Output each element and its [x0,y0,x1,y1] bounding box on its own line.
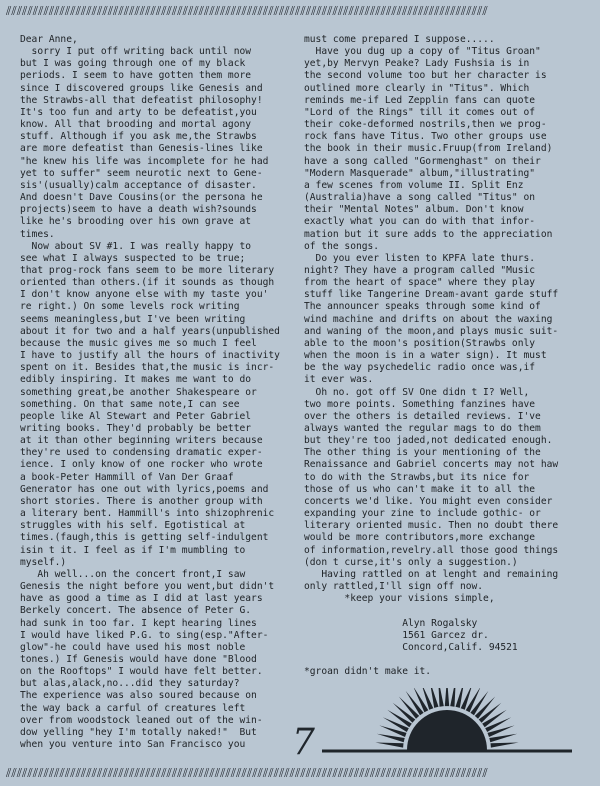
right-column-text-line: concerts we'd like. You might even consider [304,495,553,507]
right-column-text-line: when the moon is in a water sign). It must [304,350,547,362]
left-column-text-line: I have to justify all the hours of inactivity [20,350,280,362]
left-column-text-line: something. On that same note,I can see [20,398,240,410]
left-column-text-line: are more defeatist than Genesis-lines like [20,143,263,155]
right-column-text-line: have a song called "Gormenghast" on their [304,155,541,167]
left-column-text-line: Generator has one out with lyrics,poems and [20,483,269,495]
left-column-text-line: the way back a carful of creatures left [20,702,246,714]
left-column-text-line: when you venture into San Francisco you [20,739,246,751]
right-column-text-line: reminds me-if Led Zepplin fans can quote [304,94,536,106]
left-column-text-line: on the Rooftops" I would have felt better. [20,666,263,678]
sun-ray [450,688,456,707]
right-column-text-line: literary oriented music. Then no doubt there [304,520,559,532]
left-column-text-line: myself.) [20,556,67,568]
left-column-text-line: but alas,alack,no...did they saturday? [20,678,240,690]
sun-ray [489,734,517,743]
left-column-text-line: The experience was also soured because on [20,690,257,702]
right-column-text-line: night? They have a program called "Music [304,264,536,276]
right-column-text-line: "Lord of the Rings" till it comes out of [304,106,536,118]
left-column-text-line: times. [20,228,55,240]
right-column-text-line: Oh no. got off SV One didn t I? Well, [304,386,530,398]
left-column-text-line: people like Al Stewart and Peter Gabriel [20,410,252,422]
right-column-text-line: stuff like Tangerine Dream-avant garde stuff [304,289,559,301]
right-column-text-line: must come prepared I suppose..... [304,34,495,45]
left-column-text-line: see what I always suspected to be true; [20,252,246,264]
left-text-column [20,34,300,751]
right-column-text-line: the second volume too but her character is [304,70,547,82]
sun-ray [438,688,444,707]
right-column-text-line [304,654,584,666]
left-column-text-line: sorry I put off writing back until now [20,46,252,58]
left-column-text-line: seems meaningless,but I've been writing [20,313,246,325]
page-number: 7 [292,722,315,763]
left-column-text-line: have as good a time as I did at last years [20,593,263,605]
sun-ray [375,743,403,748]
sun-ray [383,717,409,732]
left-column-text-line: ience. I only know of one rocker who wrote [20,459,263,471]
right-column-text-line: (Australia)have a song called "Titus" on [304,192,536,204]
right-column-text-line: their "Mental Notes" album. Don't know [304,204,524,216]
left-column-text-line: tones.) If Genesis would have done "Blood [20,653,257,665]
right-column-text-line: wind machine and drifts on about the waxing [304,313,553,325]
right-column-text-line: a few scenes from volume II. Split Enz [304,179,524,191]
right-column-text-line: The announcer speaks through some kind of [304,301,541,313]
left-column-text-line: like he's brooding over his own grave at [20,216,252,228]
right-column-text-line: expanding your zine to include gothic- or [304,508,541,520]
left-column-text-line: but I was going through one of my black [20,58,246,70]
sun-ray [466,688,481,712]
right-column-text-line: rock fans have Titus. Two other groups use [304,131,547,143]
right-column-text-line: but they're too jaded,not dedicated enough. [304,435,553,447]
right-column-text-line: mation but it sure adds to the appreciation [304,228,553,240]
left-column-text-line: Now about SV #1. I was really happy to [20,240,252,252]
right-column-text-line: able to the moon's position(Strawbs only [304,337,536,349]
left-column-text-line: something great,be another Shakespeare or [20,386,257,398]
left-column-text-line: I don't know anyone else with my taste you' [20,289,269,301]
top-decorative-border [6,4,594,18]
right-column-text-line: only rattled,I'll sign off now. [304,581,484,593]
right-column-text-line [304,605,584,617]
right-column-text-line: to do with the Strawbs,but its nice for [304,471,530,483]
left-column-text-line: dow yelling "hey I'm totally naked!" But [20,726,257,738]
right-column-text-line: would be more contributors,more exchange [304,532,536,544]
left-column-text-line: Dear Anne, [20,34,78,45]
right-column-text-line: their coke-deformed nostrils,then we prog- [304,119,547,131]
left-column-text-line: short stories. There is another group with [20,495,263,507]
left-column-text-line: projects)seem to have a death wish?sounds [20,204,257,216]
left-column-text-line: sis'(usually)calm acceptance of disaster. [20,179,257,191]
left-column-text-line: a book-Peter Hammill of Van Der Graaf [20,471,234,483]
right-column-text-line: over the others is detailed reviews. I've [304,410,541,422]
left-column-text-line: periods. I seem to have gotten them more [20,70,252,82]
right-column-text-line: Having rattled on at lenght and remaining [304,568,559,580]
left-column-text-line: over from woodstock leaned out of the win- [20,714,263,726]
left-column-text-line: spent on it. Besides that,the music is incr- [20,362,275,374]
top-border-pattern: ⫽⫽⫽⫽⫽⫽⫽⫽⫽⫽⫽⫽⫽⫽⫽⫽⫽⫽⫽⫽⫽⫽⫽⫽⫽⫽⫽⫽⫽⫽⫽⫽⫽⫽⫽⫽⫽⫽⫽⫽⫽⫽⫽⫽⫽⫽⫽⫽⫽⫽⫽⫽⫽⫽⫽⫽⫽⫽⫽⫽⫽⫽⫽⫽⫽⫽⫽⫽⫽⫽⫽⫽⫽⫽⫽⫽⫽⫽⫽⫽⫽⫽⫽⫽⫽⫽⫽⫽⫽⫽ [6,4,488,18]
left-column-text-line: the Strawbs-all that defeatist philosophy! [20,94,263,106]
right-column-text-line: two more points. Something fanzines have [304,398,536,410]
right-column-text-line: be the way psychedelic radio once was,if [304,362,536,374]
right-column-text-line: and waning of the moon,and plays music suit- [304,325,559,337]
right-column-text-line: Do you ever listen to KPFA late thurs. [304,252,536,264]
right-column-text-line: it ever was. [304,374,374,386]
right-column-text-line: 1561 Garcez dr. [304,629,489,641]
left-column-text-line: about it for two and a half years(unpublished [20,325,280,337]
sun-ray [445,688,449,706]
left-column-text-line: since I discovered groups like Genesis and [20,82,263,94]
left-column-text-line: struggles with his self. Egotistical at [20,520,246,532]
bottom-border-pattern: ⫽⫽⫽⫽⫽⫽⫽⫽⫽⫽⫽⫽⫽⫽⫽⫽⫽⫽⫽⫽⫽⫽⫽⫽⫽⫽⫽⫽⫽⫽⫽⫽⫽⫽⫽⫽⫽⫽⫽⫽⫽⫽⫽⫽⫽⫽⫽⫽⫽⫽⫽⫽⫽⫽⫽⫽⫽⫽⫽⫽⫽⫽⫽⫽⫽⫽⫽⫽⫽⫽⫽⫽⫽⫽⫽⫽⫽⫽⫽⫽⫽⫽⫽⫽⫽⫽⫽⫽⫽⫽ [6,766,488,780]
right-column-text-line: those of us who can't make it to all the [304,483,536,495]
right-column-text-line: of information,revelry.all those good things [304,544,559,556]
right-column-text-line: *groan didn't make it. [304,666,432,678]
left-column-text-line: Berkely concert. The absence of Peter G. [20,605,252,617]
left-column-text-line: Genesis the night before you went,but didn't [20,581,275,593]
right-text-column [304,34,584,678]
right-column-text-line: Renaissance and Gabriel concerts may not haw [304,459,559,471]
left-column-text-line: at it than other beginning writers because [20,435,263,447]
right-column-text-line: *keep your visions simple, [304,593,495,605]
left-column-text-line: glow"-he could have used his most noble [20,641,246,653]
rising-sun-illustration [312,688,582,768]
right-column-text-line: exactly what you can do with that infor- [304,216,536,228]
left-column-text-line: oriented than others.(if it sounds as though [20,277,275,289]
left-column-text-line: It's too fun and arty to be defeatist,you [20,106,257,118]
left-column-text-line: they're used to condensing dramatic exper- [20,447,263,459]
left-column-text-line: re right.) On some levels rock writing [20,301,240,313]
left-column-text-line: because the music gives me so much I feel [20,337,257,349]
left-column-text-line: Ah well...on the concert front,I saw [20,568,246,580]
sun-ray [413,688,428,712]
left-column-text-line: "he knew his life was incomplete for he had [20,155,269,167]
left-column-text-line: times.(faugh,this is getting self-indulgent [20,532,269,544]
left-column-text-line: know. All that brooding and mortal agony [20,119,252,131]
right-column-text-line: "Modern Masquerade" album,"illustrating" [304,167,536,179]
left-column-text-line: isin t it. I feel as if I'm mumbling to [20,544,246,556]
right-column-text-line: of the songs. [304,240,380,252]
left-column-text-line: I would have liked P.G. to sing(esp."After- [20,629,269,641]
right-column-text-line: Alyn Rogalsky [304,617,478,629]
sun-ray [377,734,405,743]
left-column-text-line: edibly inspiring. It makes me want to do [20,374,252,386]
left-column-text-line: writing books. They'd probably be better [20,423,252,434]
left-column-text-line: yet to suffer" seem neurotic next to Gene- [20,167,263,179]
right-column-text-line: always wanted the regular mags to do them [304,423,541,434]
sun-ray [485,717,511,732]
right-column-text-line: Have you dug up a copy of "Titus Groan" [304,46,541,58]
left-column-text-line: a literary bent. Hammill's into shizophrenic [20,508,275,520]
right-column-text-line: outlined more clearly in "Titus". Which [304,82,530,94]
right-column-text-line: Concord,Calif. 94521 [304,641,518,653]
bottom-decorative-border [6,766,594,780]
sun-ray [491,743,519,748]
right-column-text-line: The other thing is your mentioning of the [304,447,541,459]
left-column-text-line: And doesn't Dave Cousins(or the persona he [20,192,263,204]
right-column-text-line: (don t curse,it's only a suggestion.) [304,556,518,568]
left-column-text-line: stuff. Although if you ask me,the Strawbs [20,131,257,143]
left-column-text-line: had sunk in too far. I kept hearing lines [20,617,257,629]
right-column-text-line: from the heart of space" where they play [304,277,536,289]
right-column-text-line: yet,by Mervyn Peake? Lady Fushsia is in [304,58,530,70]
right-column-text-line: the book in their music.Fruup(from Ireland) [304,143,553,155]
left-column-text-line: that prog-rock fans seem to be more literary [20,264,275,276]
